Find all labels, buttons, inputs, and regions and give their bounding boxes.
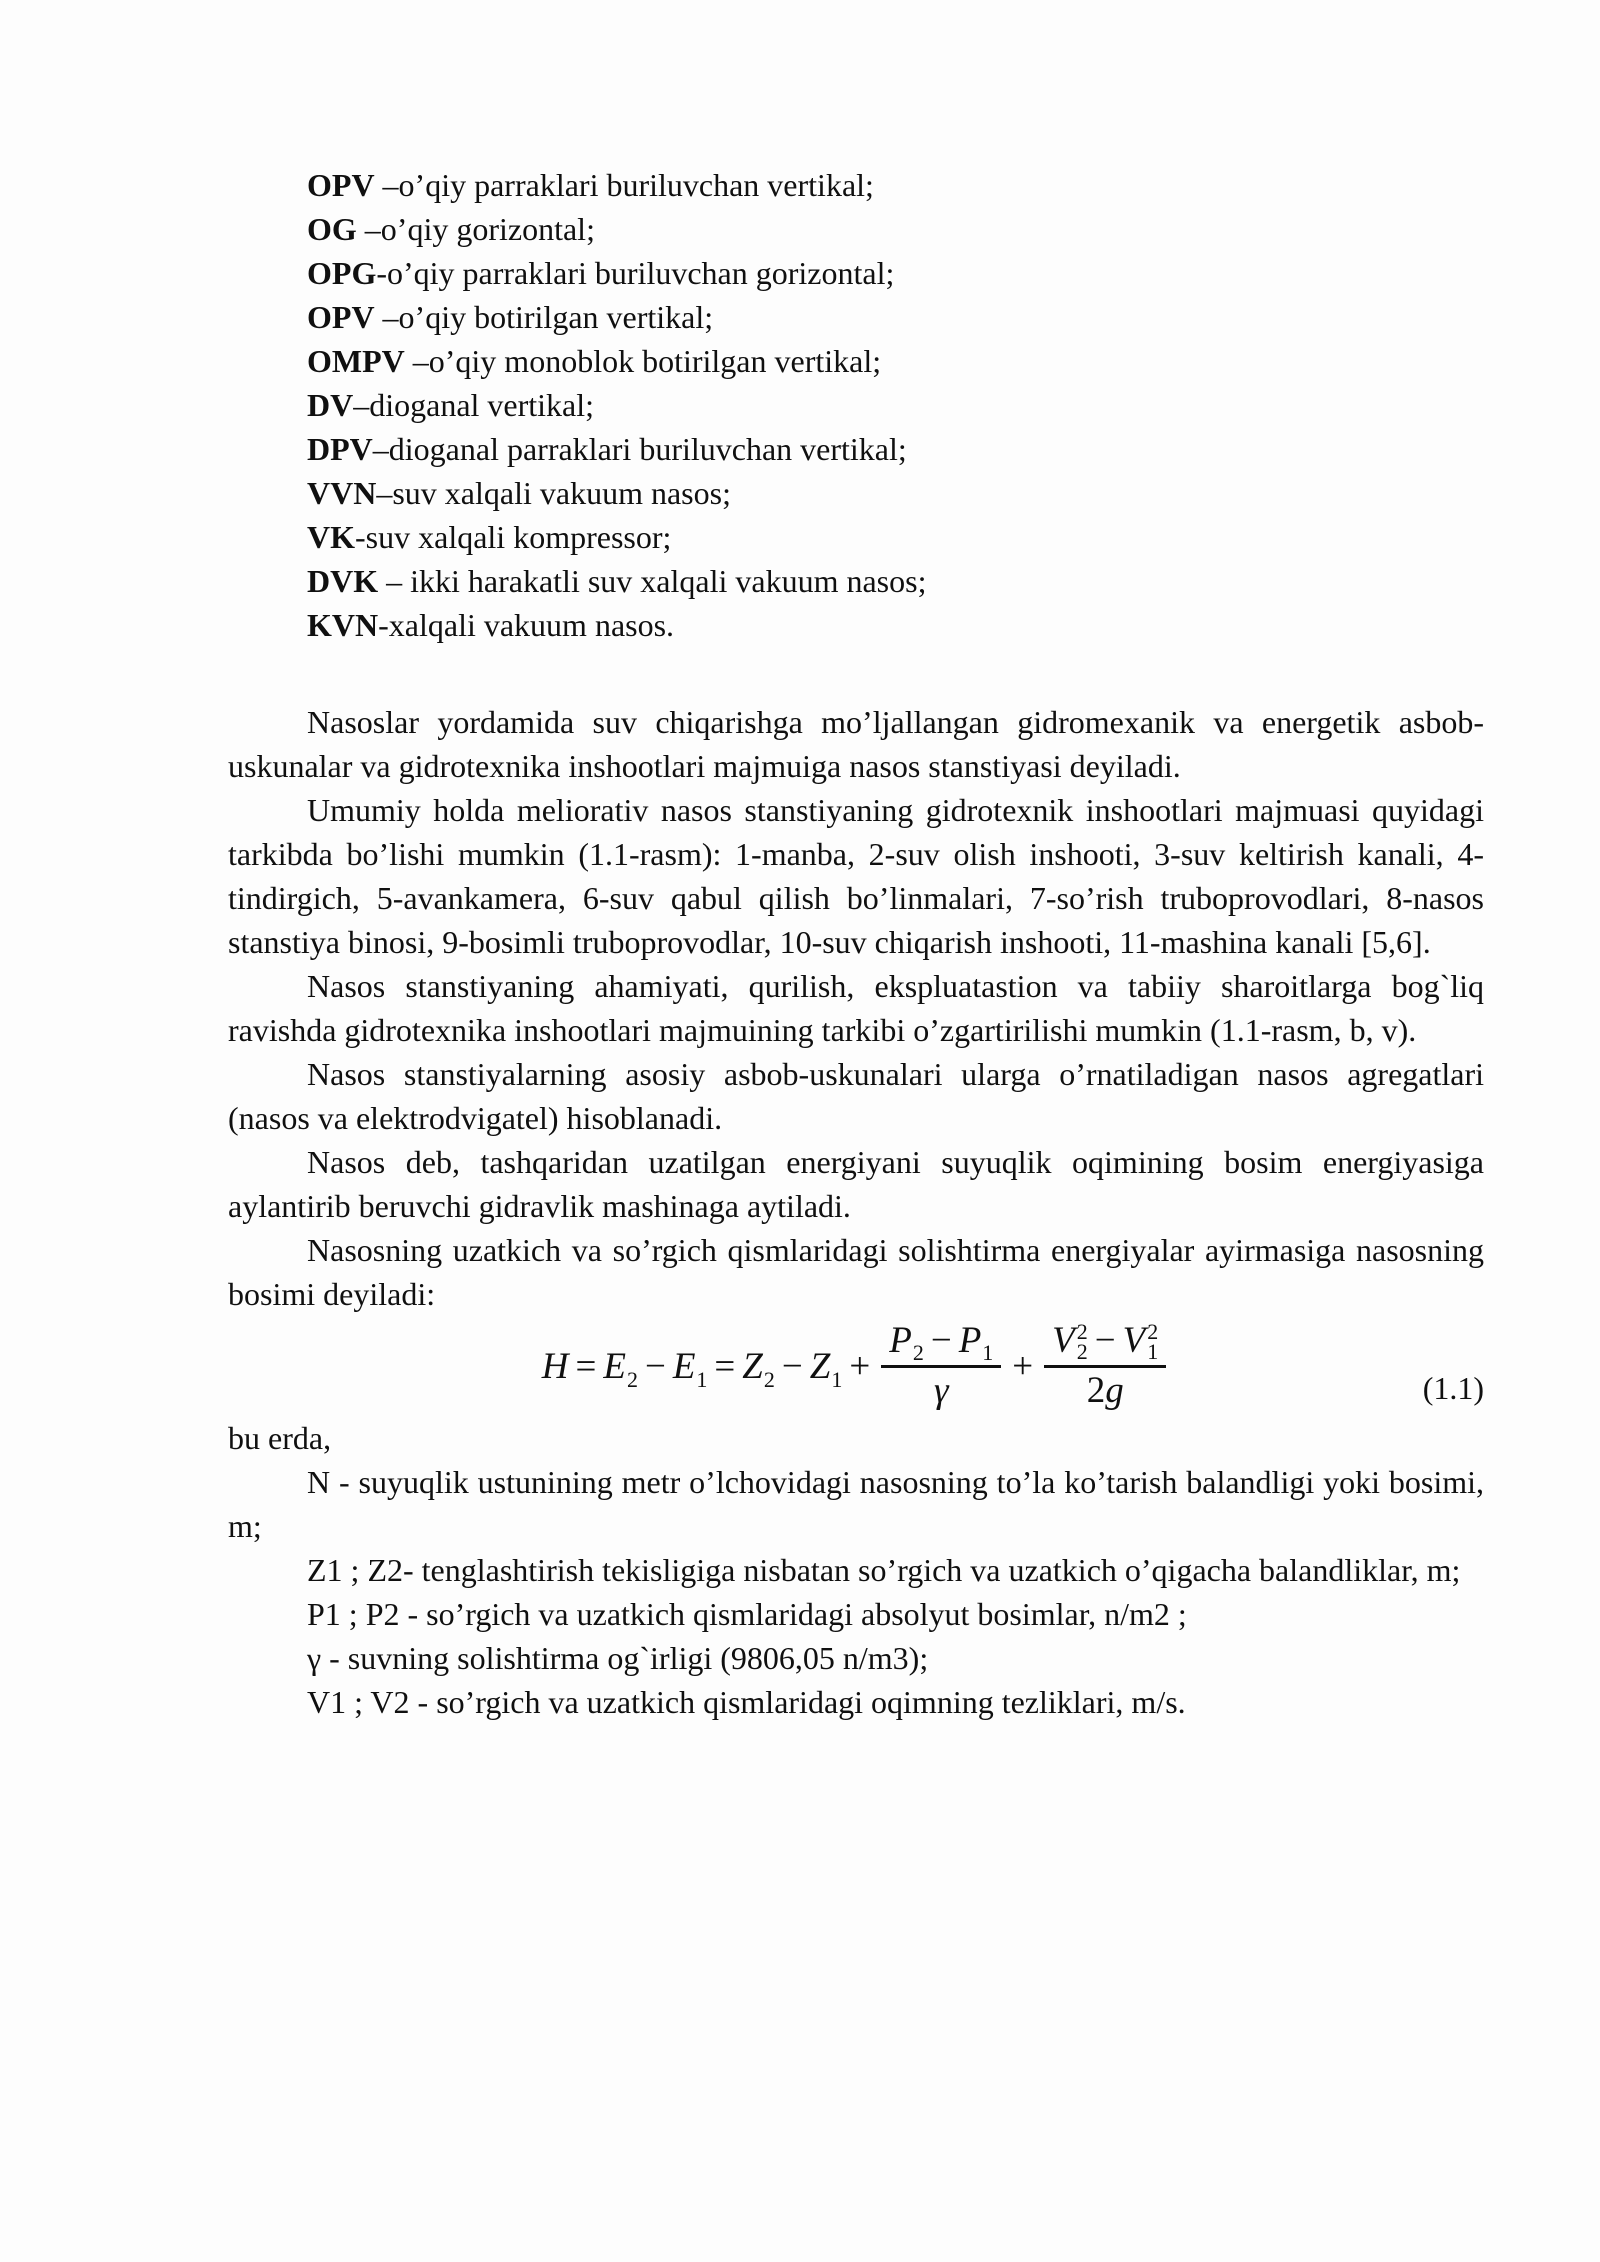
abbreviation-term: OG <box>307 211 357 247</box>
formula-var: P <box>889 1319 912 1361</box>
formula-subscript: 1 <box>696 1367 708 1392</box>
formula-supsub <box>1076 1319 1088 1365</box>
formula-superscript: 2 <box>1147 1319 1159 1345</box>
paragraph-nasos-deb: Nasos deb, tashqaridan uzatilgan energiyani suyuqlik oqimining bosim energiyasiga aylantirib beruvchi gidravlik mashinaga aytiladi. <box>228 1144 1484 1224</box>
formula-subscript: 1 <box>1147 1339 1159 1365</box>
abbreviation-item <box>228 163 1484 207</box>
formula-var: E <box>603 1345 626 1387</box>
equation-block <box>228 1316 1484 1416</box>
formula-operator: − <box>930 1319 952 1361</box>
abbreviation-definition: – ikki harakatli suv xalqali vakuum nasos; <box>378 563 927 599</box>
formula-var: P <box>958 1319 982 1361</box>
definition-gamma: γ - suvning solishtirma og`irligi (9806,05 n/m3); <box>307 1640 929 1676</box>
abbreviation-definition: –o’qiy monoblok botirilgan vertikal; <box>404 343 882 379</box>
equation-number: (1.1) <box>1422 1370 1484 1406</box>
formula-subscript: 1 <box>982 1340 994 1366</box>
abbreviation-term: DPV <box>307 431 373 467</box>
abbreviation-item <box>228 515 1484 559</box>
abbreviation-item <box>228 427 1484 471</box>
abbreviation-term: OPV <box>307 167 375 203</box>
formula-operator: − <box>781 1345 803 1387</box>
formula-var: V <box>1122 1319 1146 1361</box>
abbreviation-item <box>228 603 1484 647</box>
formula-subscript: 2 <box>1076 1339 1088 1365</box>
formula-var: Z <box>742 1345 763 1387</box>
formula-var: H <box>541 1345 569 1387</box>
pump-head-formula <box>542 1321 1171 1411</box>
paragraph-nasoslar: Nasoslar yordamida suv chiqarishga mo’ljallangan gidromexanik va energetik asbob-uskunalar va gidrotexnika inshootlari majmuiga nasos stanstiyasi deyiladi. <box>228 704 1484 784</box>
formula-superscript: 2 <box>1076 1319 1088 1345</box>
abbreviation-term: VK <box>307 519 355 555</box>
abbreviation-definition: –o’qiy gorizontal; <box>356 211 595 247</box>
fraction-numerator <box>881 1319 1001 1366</box>
paragraph-ahamiyati: Nasos stanstiyaning ahamiyati, qurilish, ekspluatastion va tabiiy sharoitlarga bog`liq ravishda gidrotexnika inshootlari majmuining tarkibi o’zgartirilishi mumkin (1.1-rasm, b, v). <box>228 968 1484 1048</box>
formula-var: γ <box>933 1369 949 1411</box>
abbreviation-item <box>228 207 1484 251</box>
abbreviation-item <box>228 471 1484 515</box>
abbreviation-term: DVK <box>307 563 379 599</box>
formula-subscript: 2 <box>912 1340 924 1366</box>
formula-operator: = <box>714 1345 736 1387</box>
formula-var: E <box>672 1345 696 1387</box>
abbreviation-term: DV <box>307 387 354 423</box>
formula-subscript: 1 <box>831 1367 843 1392</box>
formula-subscript: 2 <box>763 1367 775 1392</box>
fraction-denominator <box>926 1368 957 1411</box>
abbreviation-list <box>228 163 1484 647</box>
abbreviation-definition: –suv xalqali vakuum nasos; <box>376 475 731 511</box>
paragraph-umumiy: Umumiy holda meliorativ nasos stanstiyaning gidrotexnik inshootlari majmuasi quyidagi tarkibda bo’lishi mumkin (1.1-rasm): 1-manba, 2-suv olish inshooti, 3-suv keltirish kanali, 4-tindirgich, 5-avankamera, 6-suv qabul qilish bo’linmalari, 7-so’rish truboprovodlari, 8-nasos stanstiya binosi, 9-bosimli truboprovodlar, 10-suv chiqarish inshooti, 11-mashina kanali [5,6]. <box>228 792 1484 960</box>
definition-p: P1 ; P2 - so’rgich va uzatkich qismlaridagi absolyut bosimlar, n/m2 ; <box>307 1596 1187 1632</box>
abbreviation-definition: –o’qiy botirilgan vertikal; <box>374 299 714 335</box>
abbreviation-term: OPG <box>307 255 377 291</box>
abbreviation-item <box>228 559 1484 603</box>
fraction-denominator <box>1079 1368 1132 1411</box>
abbreviation-item <box>228 339 1484 383</box>
velocity-fraction <box>1044 1321 1166 1411</box>
formula-var: Z <box>809 1345 831 1387</box>
where-label: bu erda, <box>228 1420 332 1456</box>
formula-operator: − <box>1094 1319 1116 1361</box>
abbreviation-definition: -xalqali vakuum nasos. <box>378 607 675 643</box>
formula-var: g <box>1105 1370 1124 1412</box>
definition-z: Z1 ; Z2- tenglashtirish tekisligiga nisbatan so’rgich va uzatkich o’qigacha balandliklar, m; <box>307 1552 1461 1588</box>
formula-operator: + <box>849 1345 871 1387</box>
blank-line <box>228 647 1484 700</box>
abbreviation-definition: -suv xalqali kompressor; <box>355 519 672 555</box>
abbreviation-item <box>228 383 1484 427</box>
formula-var: V <box>1052 1319 1075 1361</box>
formula-operator: − <box>644 1345 666 1387</box>
text-block <box>228 163 1484 1724</box>
formula-subscript: 2 <box>626 1367 638 1392</box>
abbreviation-term: OPV <box>307 299 375 335</box>
definition-n: N - suyuqlik ustunining metr o’lchovidagi nasosning to’la ko’tarish balandligi yoki bosimi, m; <box>228 1464 1484 1544</box>
abbreviation-definition: –dioganal vertikal; <box>353 387 595 423</box>
formula-operator: + <box>1012 1345 1034 1387</box>
abbreviation-term: KVN <box>307 607 379 643</box>
formula-supsub <box>1147 1319 1159 1365</box>
abbreviation-term: OMPV <box>307 343 405 379</box>
abbreviation-definition: –dioganal parraklari buriluvchan vertikal; <box>372 431 907 467</box>
abbreviation-item <box>228 251 1484 295</box>
paragraph-asosiy: Nasos stanstiyalarning asosiy asbob-uskunalari ularga o’rnatiladigan nasos agregatlari (nasos va elektrodvigatel) hisoblanadi. <box>228 1056 1484 1136</box>
pressure-fraction <box>881 1319 1001 1411</box>
abbreviation-term: VVN <box>307 475 377 511</box>
formula-number-2: 2 <box>1086 1370 1106 1412</box>
abbreviation-definition: –o’qiy parraklari buriluvchan vertikal; <box>374 167 874 203</box>
formula-operator: = <box>575 1345 597 1387</box>
abbreviation-item <box>228 295 1484 339</box>
definition-v: V1 ; V2 - so’rgich va uzatkich qismlaridagi oqimning tezliklari, m/s. <box>307 1684 1186 1720</box>
paragraph-nasosning: Nasosning uzatkich va so’rgich qismlaridagi solishtirma energiyalar ayirmasiga nasosning bosimi deyiladi: <box>228 1232 1484 1312</box>
abbreviation-definition: -o’qiy parraklari buriluvchan gorizontal; <box>376 255 895 291</box>
fraction-numerator <box>1044 1321 1166 1365</box>
